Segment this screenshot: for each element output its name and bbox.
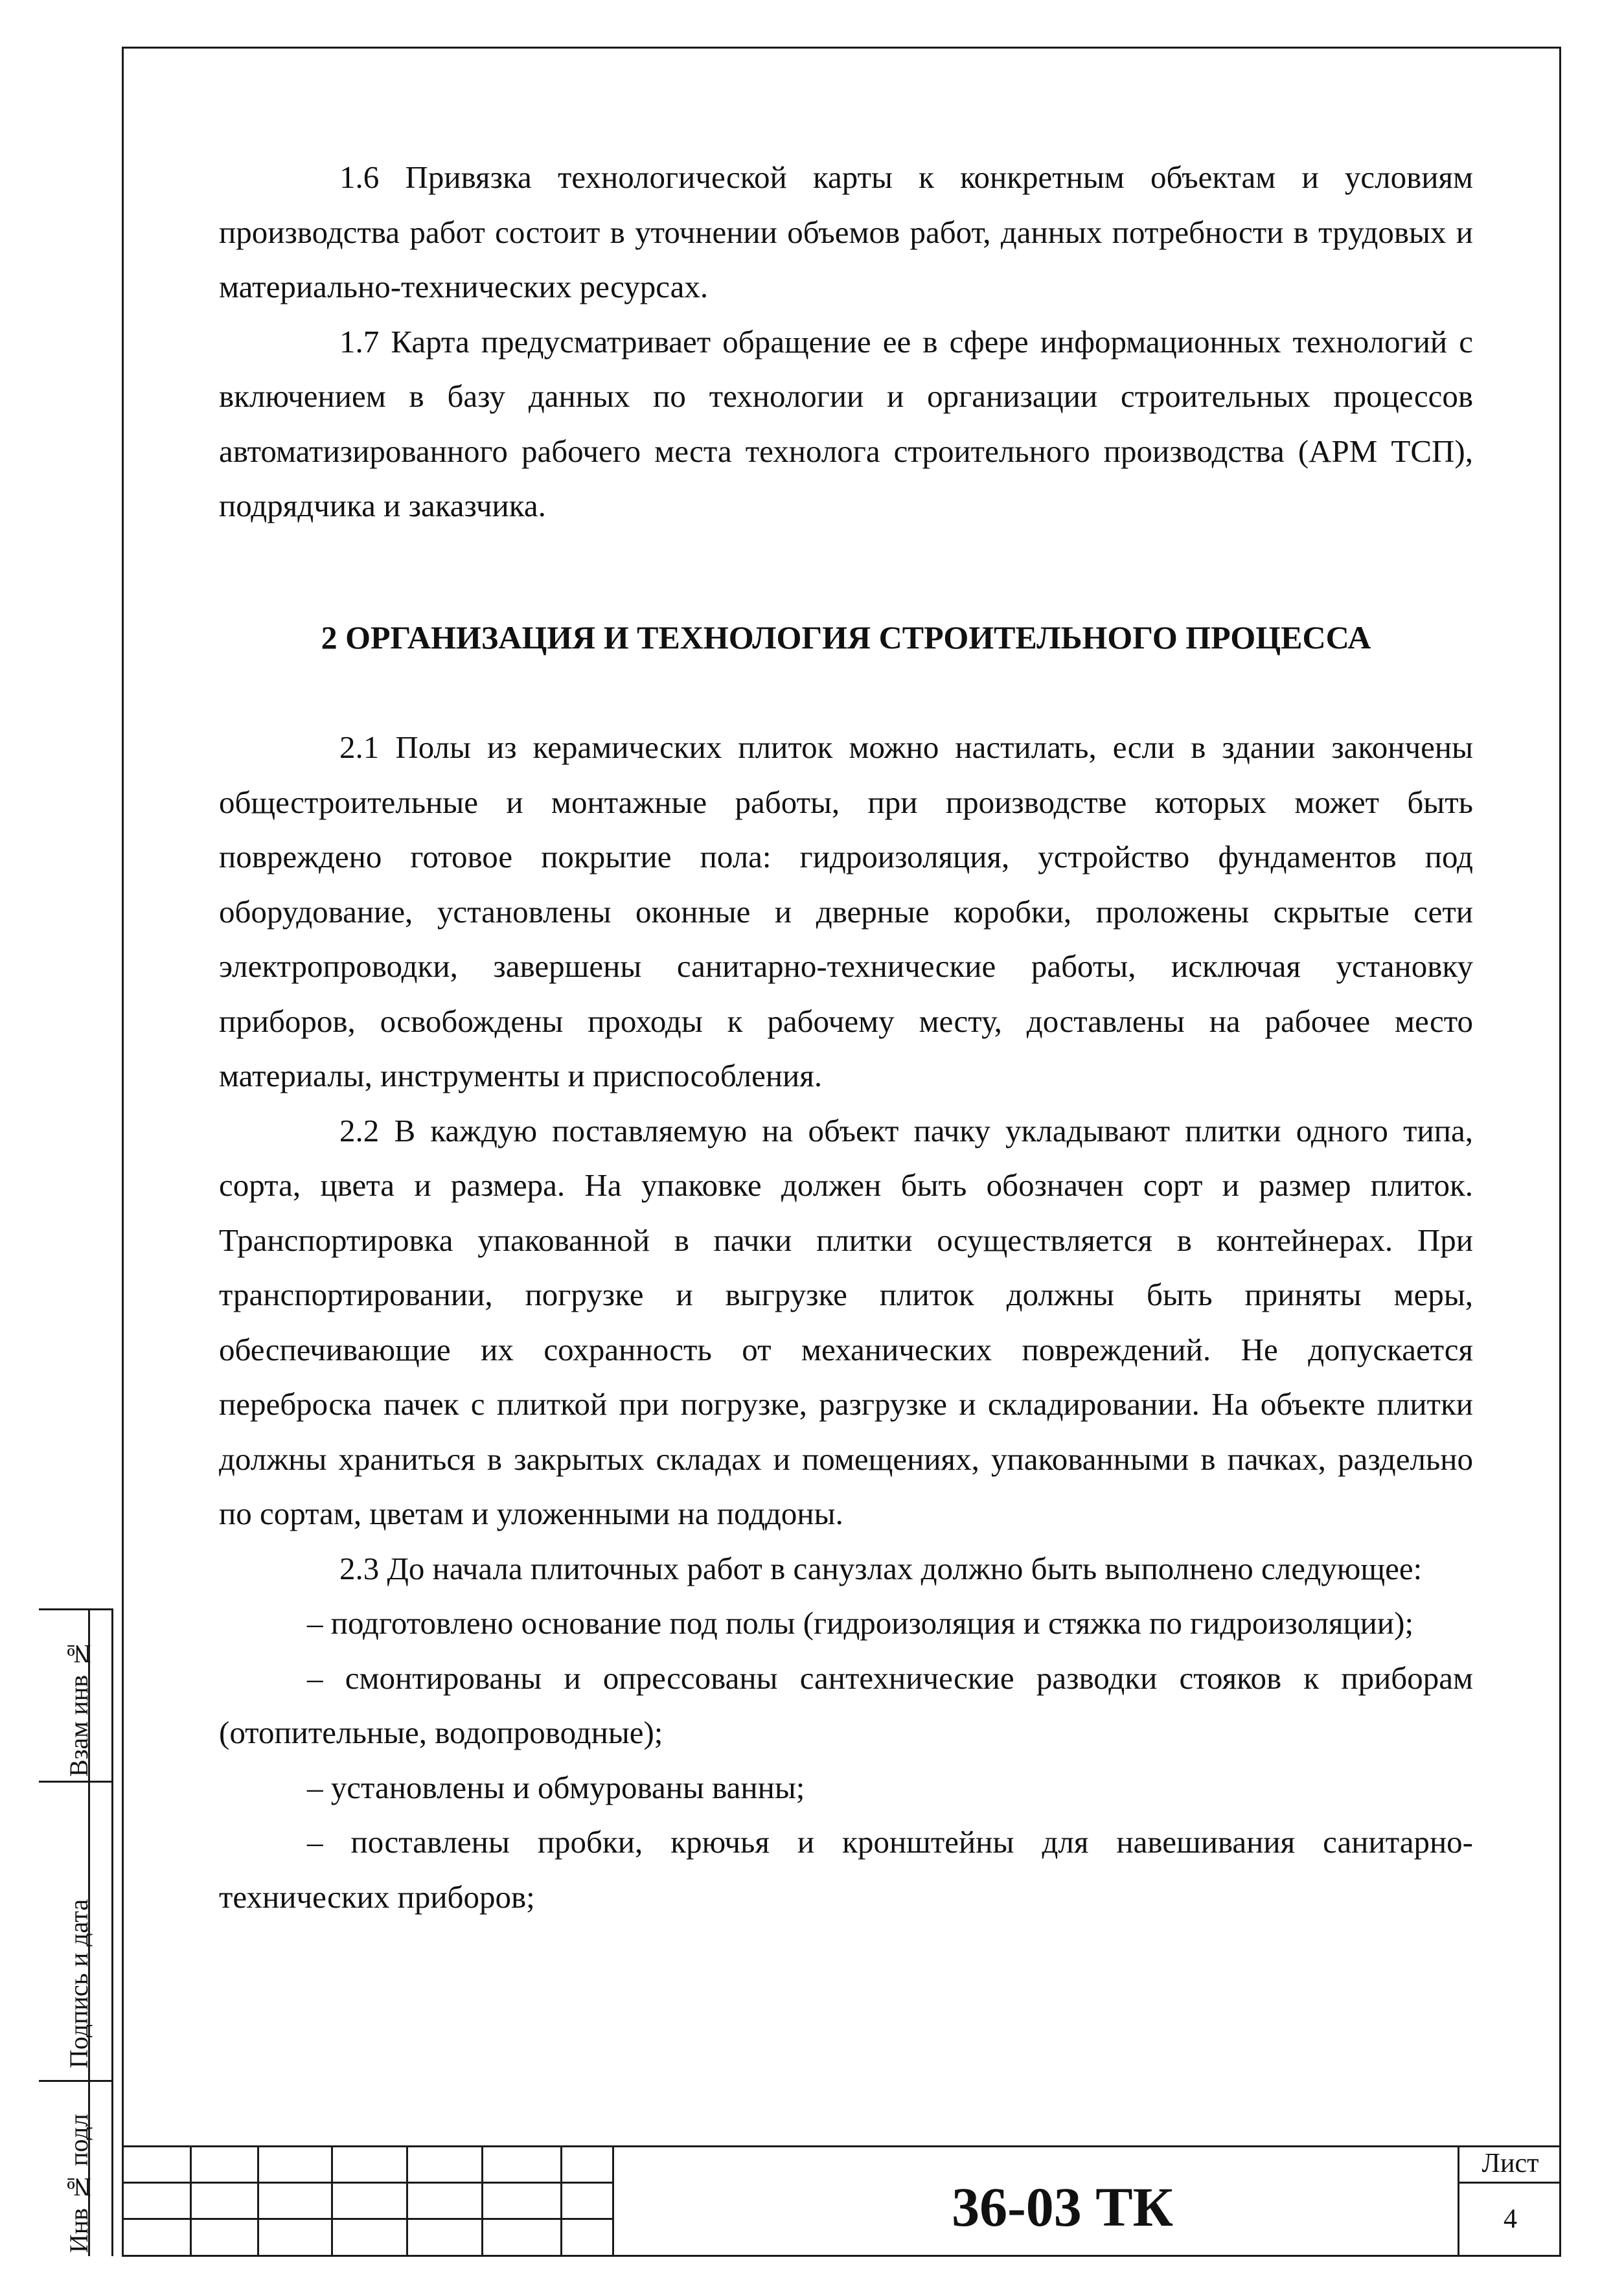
paragraph-2-3: 2.3 До начала плиточных работ в санузлах должно быть выполнено следующее: xyxy=(339,1550,1423,1586)
section-1-text xyxy=(219,150,1473,534)
sheet-box xyxy=(1458,2145,1561,2257)
paragraph-1-6: 1.6 Привязка технологической карты к конкретным объектам и условиям производства работ состоит в уточнении объемов работ, данных потребности в трудовых и материально-технических ресурсах. xyxy=(219,159,1473,304)
document-code: 36-03 ТК xyxy=(952,2176,1173,2238)
section-heading: 2 ОРГАНИЗАЦИЯ И ТЕХНОЛОГИЯ СТРОИТЕЛЬНОГО ПРОЦЕССА xyxy=(321,619,1371,656)
section-2-text xyxy=(219,720,1473,1924)
list-item: – поставлены пробки, крючья и кронштейны для навешивания санитарно-технических приборов; xyxy=(219,1824,1473,1915)
list-item: – установлены и обмурованы ванны; xyxy=(307,1769,805,1805)
sheet-label: Лист xyxy=(1459,2145,1561,2184)
paragraph-2-2: 2.2 В каждую поставляемую на объект пачку укладывают плитки одного типа, сорта, цвета и размера. На упаковке должен быть обозначен сорт и размер плиток. Транспортировка упакованной в пачки плитки осуществляется в контейнерах. При транспортировании, погрузке и выгрузке плиток должны быть приняты меры, обеспечивающие их сохранность от механических повреждений. Не допускается переброска пачек с плиткой при погрузке, разгрузке и складировании. На объекте плитки должны храниться в закрытых складах и помещениях, упакованными в пачках, раздельно по сортам, цветам и уложенными на поддоны. xyxy=(219,1112,1473,1531)
list-item: – подготовлено основание под полы (гидроизоляция и стяжка по гидроизоляции); xyxy=(307,1605,1414,1641)
side-stamp-divider xyxy=(39,1781,113,1783)
side-label-original-inventory: Инв № подл xyxy=(64,2114,93,2253)
side-label-replacement: Взам инв № xyxy=(64,1639,93,1777)
side-stamp xyxy=(39,1608,113,2256)
paragraph-1-7: 1.7 Карта предусматривает обращение ее в сфере информационных технологий с включением в базу данных по технологии и организации строительных процессов автоматизированного рабочего места технолога строительного производства (АРМ ТСП), подрядчика и заказчика. xyxy=(219,323,1473,523)
side-stamp-divider xyxy=(39,2080,113,2082)
paragraph-2-1: 2.1 Полы из керамических плиток можно настилать, если в здании закончены общестроительные и монтажные работы, при производстве которых может быть повреждено готовое покрытие пола: гидроизоляция, устройство фундаментов под оборудование, установлены оконные и дверные коробки, проложены скрытые сети электропроводки, завершены санитарно-технические работы, исключая установку приборов, освобождены проходы к рабочему месту, доставлены на рабочее место материалы, инструменты и приспособления. xyxy=(219,729,1473,1093)
sheet-number: 4 xyxy=(1504,2204,1517,2234)
side-label-signature-date: Подпись и дата xyxy=(64,1899,93,2068)
list-item: – смонтированы и опрессованы сантехнические разводки стояков к приборам (отопительные, водопроводные); xyxy=(219,1660,1473,1750)
title-block-grid xyxy=(122,2147,614,2257)
